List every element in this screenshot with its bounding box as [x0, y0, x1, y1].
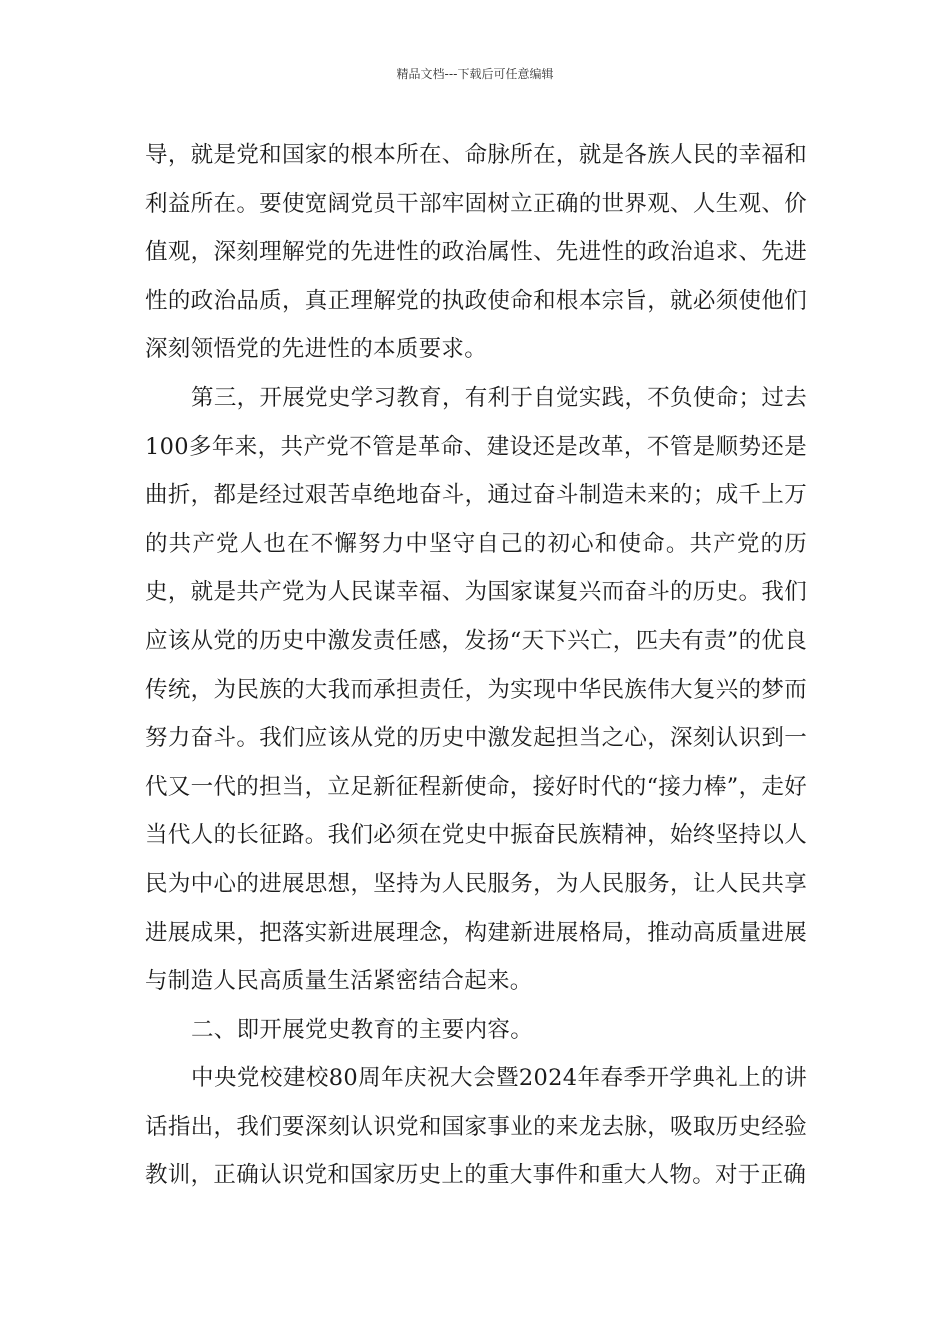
page-header: 精品文档---下载后可任意编辑: [396, 67, 554, 81]
document-body: [145, 131, 807, 1200]
paragraph-party-school-speech: 中央党校建校80周年庆祝大会暨2024年春季开学典礼上的讲话指出，我们要深刻认识党和国家事业的来龙去脉，吸取历史经验教训，正确认识党和国家历史上的重大事件和重大人物。对于正确: [145, 1065, 807, 1189]
paragraph-third-point: 第三，开展党史学习教育，有利于自觉实践，不负使命；过去100多年来，共产党不管是革命、建设还是改革，不管是顺势还是曲折，都是经过艰苦卓绝地奋斗，通过奋斗制造未来的；成千上万的共产党人也在不懈努力中坚守自己的初心和使命。共产党的历史，就是共产党为人民谋幸福、为国家谋复兴而奋斗的历史。我们应该从党的历史中激发责任感，发扬“天下兴亡，匹夫有责”的优良传统，为民族的大我而承担责任，为实现中华民族伟大复兴的梦而努力奋斗。我们应该从党的历史中激发起担当之心，深刻认识到一代又一代的担当，立足新征程新使命，接好时代的“接力棒”，走好当代人的长征路。我们必须在党史中振奋民族精神，始终坚持以人民为中心的进展思想，坚持为人民服务，为人民服务，让人民共享进展成果，把落实新进展理念，构建新进展格局，推动高质量进展与制造人民高质量生活紧密结合起来。: [145, 384, 808, 995]
section-heading: 二、即开展党史教育的主要内容。: [191, 1016, 534, 1043]
paragraph-continuation: 导，就是党和国家的根本所在、命脉所在，就是各族人民的幸福和利益所在。要使宽阔党员干部牢固树立正确的世界观、人生观、价值观，深刻理解党的先进性的政治属性、先进性的政治追求、先进性的政治品质，真正理解党的执政使命和根本宗旨，就必须使他们深刻领悟党的先进性的本质要求。: [145, 142, 807, 363]
